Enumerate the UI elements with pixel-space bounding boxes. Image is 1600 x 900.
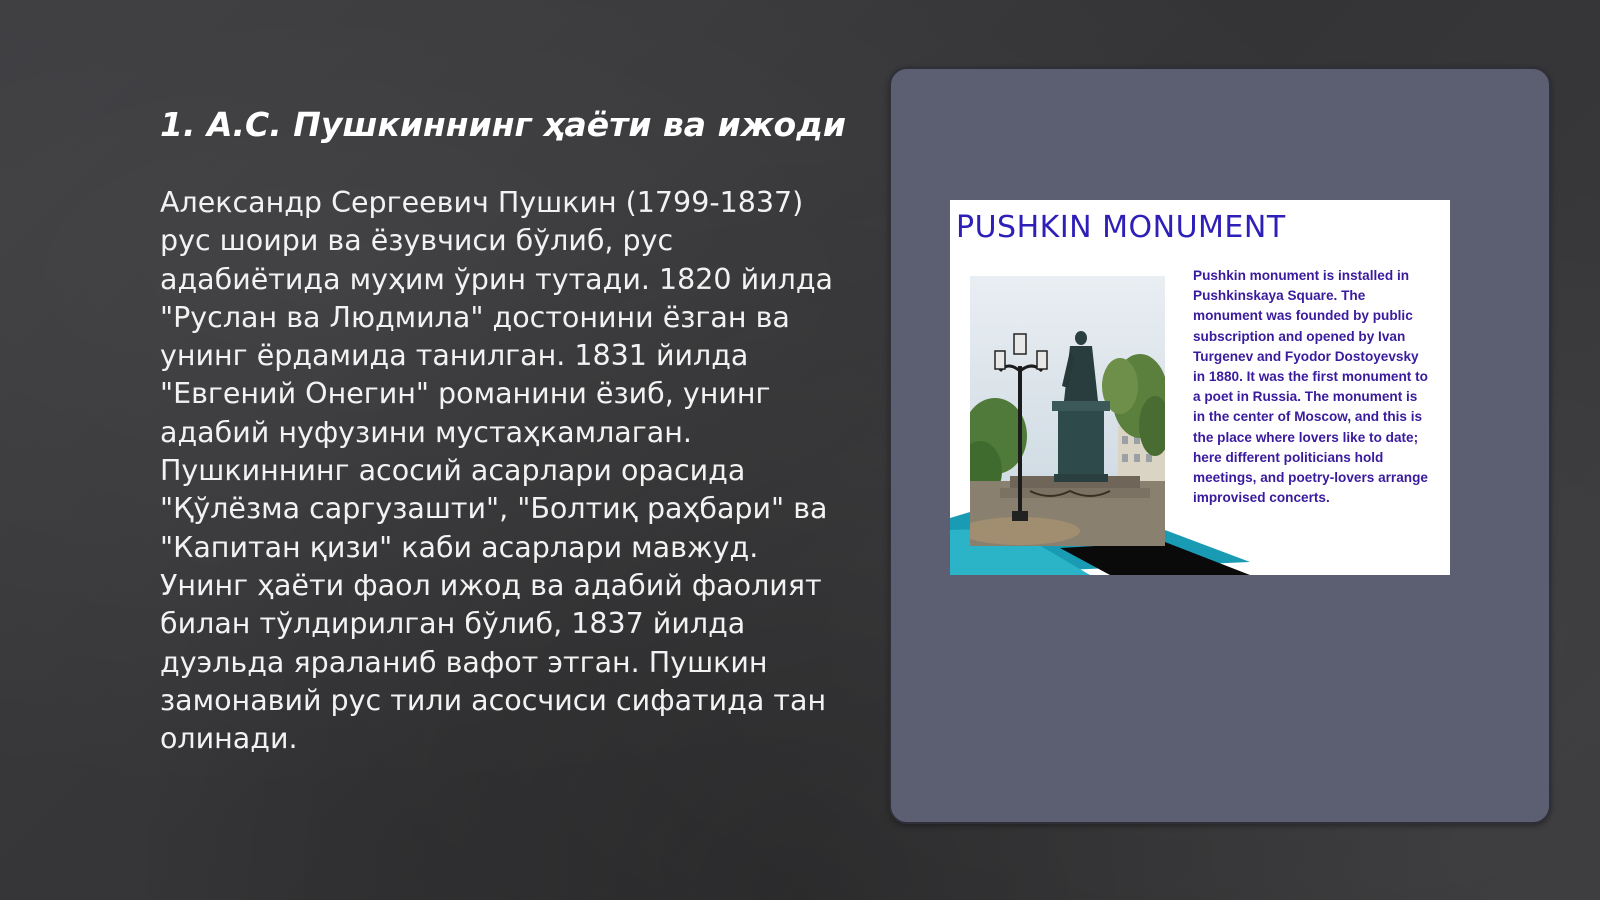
- slide-paragraph: Александр Сергеевич Пушкин (1799-1837) рус шоири ва ёзувчиси бўлиб, рус адабиётида муҳим ўрин тутади. 1820 йилда "Руслан ва Людмила" достонини ёзган ва унинг ёрдамида танилган. 1831 йилда "Евгений Онегин" романини ёзиб, унинг адабий нуфузини мустаҳкамлаган. Пушкиннинг асосий асарлари орасида "Қўлёзма саргузашти", "Болтиқ раҳбари" ва "Капитан қизи" каби асарлари мавжуд. Унинг ҳаёти фаол ижод ва адабий фаолият билан тўлдирилган бўлиб, 1837 йилда дуэльда яраланиб вафот этган. Пушкин замонавий рус тили асосчиси сифатида тан олинади.: [160, 186, 834, 756]
- card-description: Pushkin monument is installed in Pushkinskaya Square. The monument was founded by public subscription and opened by Ivan Turgenev and Fyodor Dostoyevsky in 1880. It was the first monument to a poet in Russia. The monument is in the center of Moscow, and this is the place where lovers like to date; here different politicians hold meetings, and poetry-lovers arrange improvised concerts.: [1193, 268, 1428, 506]
- monument-photo: [970, 276, 1165, 546]
- monument-card: [950, 200, 1450, 575]
- slide-title: 1. А.С. Пушкиннинг ҳаёти ва ижоди: [160, 105, 846, 144]
- card-title: PUSHKIN MONUMENT: [956, 210, 1286, 245]
